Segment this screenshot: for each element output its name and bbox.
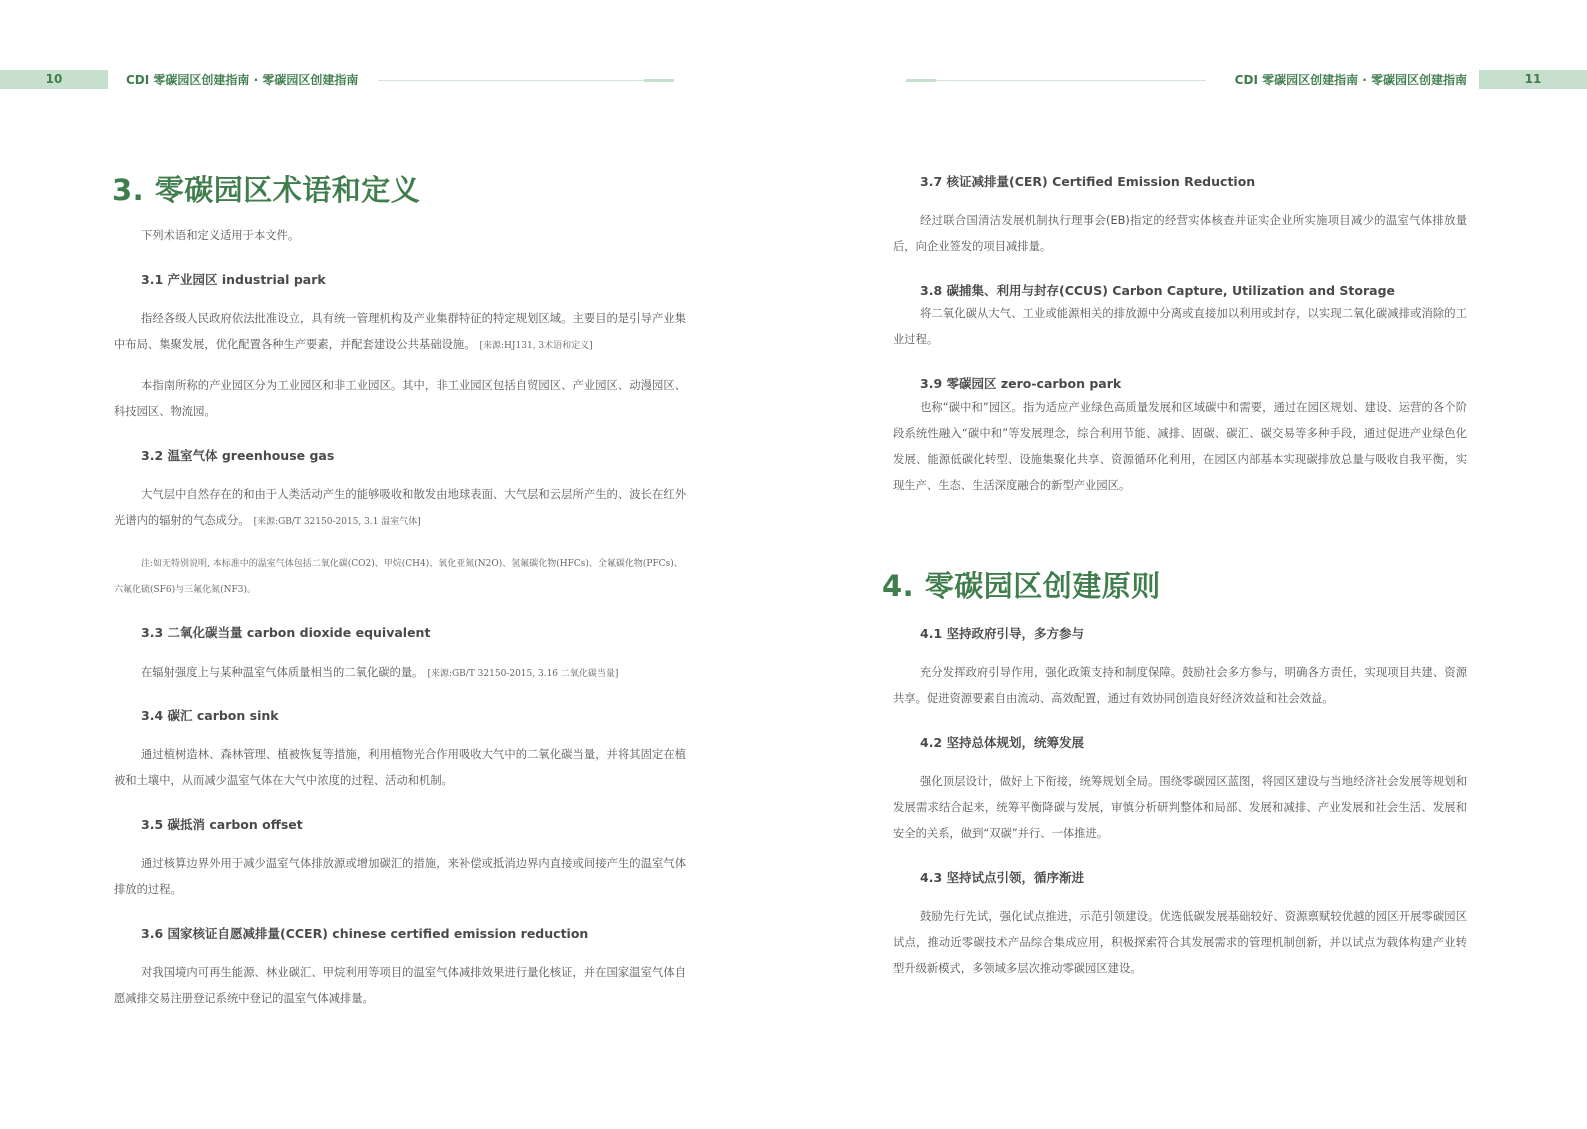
term-text: 大气层中自然存在的和由于人类活动产生的能够吸收和散发由地球表面、大气层和云层所产生的、波长在红外光谱内的辐射的气态成分。: [114, 488, 686, 527]
section-title: 3. 零碳园区术语和定义: [112, 173, 421, 207]
section-title: 4. 零碳园区创建原则: [882, 569, 1161, 603]
term-note: 注:如无特别说明, 本标准中的温室气体包括二氧化碳(CO2)、甲烷(CH4)、氧化亚氮(N2O)、氢氟碳化物(HFCs)、全氟碳化物(PFCs)、六氟化硫(SF6)与三氟化氮(NF3)。: [114, 559, 683, 595]
running-header-title: CDI 零碳园区创建指南 · 零碳园区创建指南: [1234, 73, 1467, 87]
header-rule: [906, 80, 1206, 81]
header-rule-accent: [644, 79, 674, 82]
term-heading: 3.5 碳抵消 carbon offset: [141, 817, 303, 832]
page-number: 11: [1479, 70, 1587, 89]
term-heading: 3.9 零碳园区 zero-carbon park: [920, 376, 1122, 391]
term-heading: 3.6 国家核证自愿减排量(CCER) chinese certified emission reduction: [141, 926, 589, 941]
term-heading: 3.2 温室气体 greenhouse gas: [141, 448, 335, 463]
term-heading: 3.3 二氧化碳当量 carbon dioxide equivalent: [141, 625, 431, 640]
term-text: 指经各级人民政府依法批准设立，具有统一管理机构及产业集群特征的特定规划区域。主要目的是引导产业集中布局、集聚发展，优化配置各种生产要素，并配套建设公共基础设施。: [114, 312, 686, 351]
source-citation: [来源:GB/T 32150-2015, 3.16 二氧化碳当量]: [427, 669, 619, 679]
section-intro: 下列术语和定义适用于本文件。: [141, 229, 300, 242]
page-number: 10: [0, 70, 108, 89]
term-paragraph: 经过联合国清洁发展机制执行理事会(EB)指定的经营实体核查并证实企业所实施项目减少的温室气体排放量后，向企业签发的项目减排量。: [893, 214, 1467, 253]
principle-paragraph: 充分发挥政府引导作用，强化政策支持和制度保障。鼓励社会多方参与，明确各方责任，实现项目共建、资源共享。促进资源要素自由流动、高效配置，通过有效协同创造良好经济效益和社会效益。: [893, 666, 1467, 705]
term-heading: 3.1 产业园区 industrial park: [141, 272, 326, 287]
term-heading: 3.8 碳捕集、利用与封存(CCUS) Carbon Capture, Utilization and Storage: [920, 283, 1396, 298]
principle-paragraph: 鼓励先行先试，强化试点推进，示范引领建设。优选低碳发展基础较好、资源禀赋较优越的园区开展零碳园区试点，推动近零碳技术产品综合集成应用，积极探索符合其发展需求的管理机制创新，并以试点为载体构建产业转型升级新模式，多领域多层次推动零碳园区建设。: [893, 910, 1467, 975]
term-paragraph: 本指南所称的产业园区分为工业园区和非工业园区。其中，非工业园区包括自贸园区、产业园区、动漫园区、科技园区、物流园。: [114, 379, 686, 418]
left-page: [0, 0, 793, 1129]
term-heading: 3.7 核证减排量(CER) Certified Emission Reduction: [920, 174, 1256, 189]
term-paragraph: 对我国境内可再生能源、林业碳汇、甲烷利用等项目的温室气体减排效果进行量化核证，并在国家温室气体自愿减排交易注册登记系统中登记的温室气体减排量。: [114, 966, 686, 1005]
term-paragraph: 通过植树造林、森林管理、植被恢复等措施，利用植物光合作用吸收大气中的二氧化碳当量，并将其固定在植被和土壤中，从而减少温室气体在大气中浓度的过程、活动和机制。: [114, 748, 686, 787]
term-text: 在辐射强度上与某种温室气体质量相当的二氧化碳的量。: [141, 666, 424, 679]
source-citation: [来源:GB/T 32150-2015, 3.1 温室气体]: [253, 517, 421, 527]
term-paragraph: [114, 482, 686, 535]
term-paragraph: [114, 306, 686, 359]
right-page: [794, 0, 1587, 1129]
running-header-title: CDI 零碳园区创建指南 · 零碳园区创建指南: [126, 73, 359, 87]
principle-heading: 4.3 坚持试点引领，循序渐进: [920, 870, 1084, 885]
header-rule: [378, 80, 674, 81]
principle-paragraph: 强化顶层设计，做好上下衔接，统筹规划全局。围绕零碳园区蓝图，将园区建设与当地经济社会发展等规划和发展需求结合起来，统筹平衡降碳与发展，审慎分析研判整体和局部、发展和减排、产业发展和社会生活、发展和安全的关系，做到“双碳”并行、一体推进。: [893, 775, 1467, 840]
principle-heading: 4.1 坚持政府引导，多方参与: [920, 626, 1084, 641]
principle-heading: 4.2 坚持总体规划，统筹发展: [920, 735, 1084, 750]
header-rule-accent: [906, 79, 936, 82]
source-citation: [来源:HJ131, 3术语和定义]: [479, 341, 593, 351]
term-paragraph: 通过核算边界外用于减少温室气体排放源或增加碳汇的措施，来补偿或抵消边界内直接或间接产生的温室气体排放的过程。: [114, 857, 686, 896]
term-paragraph: 也称“碳中和”园区。指为适应产业绿色高质量发展和区域碳中和需要，通过在园区规划、建设、运营的各个阶段系统性融入“碳中和”等发展理念，综合利用节能、减排、固碳、碳汇、碳交易等多种手段，通过促进产业绿色化发展、能源低碳化转型、设施集聚化共享、资源循环化利用，在园区内部基本实现碳排放总量与吸收自我平衡，实现生产、生态、生活深度融合的新型产业园区。: [893, 401, 1467, 492]
term-heading: 3.4 碳汇 carbon sink: [141, 708, 279, 723]
term-paragraph: 将二氧化碳从大气、工业或能源相关的排放源中分离或直接加以利用或封存，以实现二氧化碳减排或消除的工业过程。: [893, 307, 1467, 346]
term-paragraph: [114, 660, 686, 687]
